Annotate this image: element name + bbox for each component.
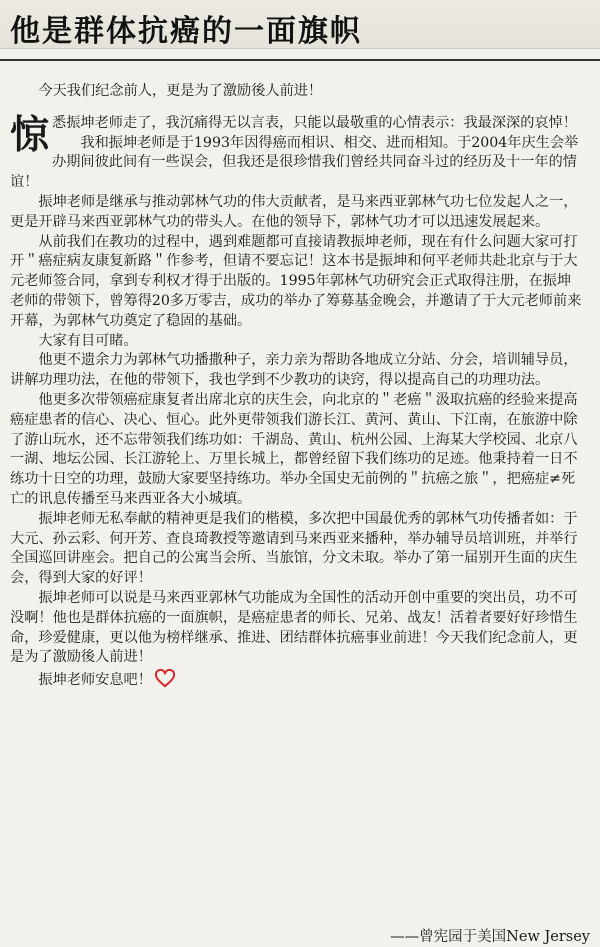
signature: ——曾宪园于美国New Jersey [390,929,590,945]
paragraph-7: 他更多次带领癌症康复者出席北京的庆生会，向北京的＂老癌＂汲取抗癌的经验来提高癌症患者的信心、决心、恒心。此外更带领我们游长江、黄河、黄山、下江南，在旅游中除了游山玩水，还不忘带领我们练功如：千湖岛、黄山、杭州公园、上海某大学校园、北京八一湖、地坛公园、长江游轮上、万里长城上，都曾经留下我们练功的足迹。他秉持着一日不练功十日空的功理，鼓励大家要坚持练功。举办全国史无前例的＂抗癌之旅＂，把癌症≠死亡的讯息传播至马来西亚各大小城填。 [10,391,578,507]
paragraph-10: 振坤老师安息吧！ [10,668,582,691]
drop-cap: 惊 [10,112,50,158]
paragraph-6: 他更不遗余力为郭林气功播撒种子，亲力亲为帮助各地成立分站、分会，培训辅导员，讲解功理功法，在他的带领下，我也学到不少教功的诀窍，得以提高自己的功理功法。 [10,352,578,389]
article-title: 他是群体抗癌的一面旗帜 [10,14,362,49]
heart-icon [154,668,176,688]
paragraph-4: 从前我们在教功的过程中，遇到难题都可直接请教振坤老师，现在有什么问题大家可打开＂癌症病友康复新路＂作参考，但请不要忘记！这本书是振坤和何平老师共赴北京与于大元老师签合同，拿到专利权才得于出版的。1995年郭林气功研究会正式取得注册，在振坤老师的带领下，曾筹得20多万零吉，成功的举办了筹募基金晚会，并邀请了于大元老师前来开幕，为郭林气功奠定了稳固的基础。 [10,233,582,329]
lead-line: 今天我们纪念前人，更是为了激励後人前进！ [38,83,323,99]
article-body [10,82,582,691]
paragraph-3: 振坤老师是继承与推动郭林气功的伟大贡献者，是马来西亚郭林气功七位发起人之一，更是开辟马来西亚郭林气功的带头人。在他的领导下，郭林气功才可以迅速发展起来。 [10,193,578,230]
paragraph-1: 惊悉振坤老师走了，我沉痛得无以言表，只能以最敬重的心情表示：我最深深的哀悼！ [10,112,577,158]
paragraph-8: 振坤老师无私奉献的精神更是我们的楷模，多次把中国最优秀的郭林气功传播者如：于大元、孙云彩、何开芳、查良琦教授等邀请到马来西亚来播种，举办辅导员培训班，并举行全国巡回讲座会。把自己的公寓当会所、当旅馆，分文未取。举办了第一届别开生面的庆生会，得到大家的好评！ [10,510,578,587]
title-band [0,0,600,49]
paragraph-2: 我和振坤老师是于1993年因得癌而相识、相交、进而相知。于2004年庆生会举办期间彼此间有一些误会，但我还是很珍惜我们曾经共同奋斗过的经历及十一年的情谊！ [10,134,579,191]
title-divider [0,59,600,61]
paragraph-9: 振坤老师可以说是马来西亚郭林气功能成为全国性的活动开创中重要的突出员，功不可没啊！他也是群体抗癌的一面旗帜，是癌症患者的师长、兄弟、战友！活着者要好好珍惜生命，珍爱健康，更以他为榜样继承、推进、团结群体抗癌事业前进！今天我们纪念前人，更是为了激励後人前进！ [10,589,578,666]
paragraph-5: 大家有目可睹。 [38,332,138,349]
